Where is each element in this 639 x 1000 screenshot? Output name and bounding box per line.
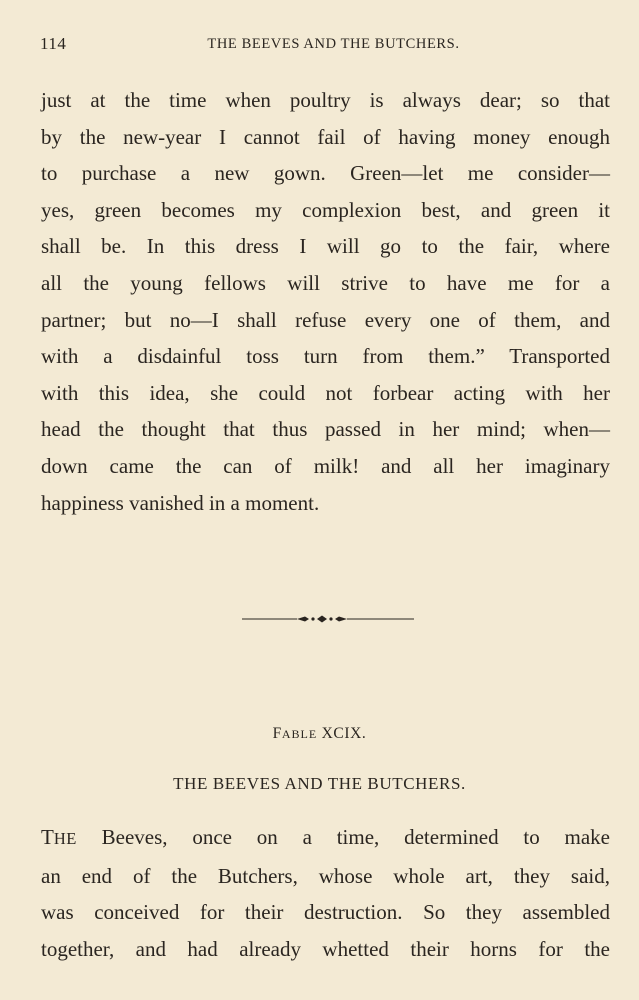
fable-text [41, 819, 610, 967]
section-divider-ornament [0, 611, 639, 627]
text-line: by the new-year I cannot fail of having money enough [41, 124, 610, 149]
opening-word [41, 825, 77, 849]
text-line: just at the time when poultry is always dear; so that [41, 88, 610, 112]
opening-word-small-caps: HE [53, 829, 77, 848]
fable-number [0, 725, 639, 743]
text-line: together, and had already whetted their horns for the [41, 936, 610, 961]
text-line: was conceived for their destruction. So they assembled [41, 900, 610, 925]
text-line: head the thought that thus passed in her mind; when— [41, 417, 610, 442]
text-line [41, 819, 610, 858]
text-line: with this idea, she could not forbear acting with her [41, 380, 610, 405]
text-line: down came the can of milk! and all her imaginary [41, 453, 610, 478]
previous-fable-text [41, 82, 610, 521]
fable-label-initial: F [272, 725, 282, 742]
text-line: an end of the Butchers, whose whole art, they said, [41, 863, 610, 888]
fable-label-small-caps: ABLE [281, 727, 318, 741]
text-line-rest: Beeves, once on a time, determined to make [76, 825, 610, 849]
text-line: with a disdainful toss turn from them.” Transported [41, 344, 610, 369]
text-line: partner; but no—I shall refuse every one of them, and [41, 307, 610, 332]
running-title: THE BEEVES AND THE BUTCHERS. [207, 36, 460, 52]
text-line: all the young fellows will strive to have me for a [41, 270, 610, 295]
page-number: 114 [40, 34, 67, 53]
text-line: yes, green becomes my complexion best, and green it [41, 197, 610, 222]
text-line: happiness vanished in a moment. [41, 490, 320, 515]
text-line: to purchase a new gown. Green—let me consider— [41, 161, 610, 186]
fable-numeral: XCIX. [321, 725, 367, 742]
fable-title: THE BEEVES AND THE BUTCHERS. [173, 774, 466, 793]
running-head [40, 34, 613, 56]
text-line: shall be. In this dress I will go to the fair, where [41, 234, 610, 259]
opening-word-initial: T [41, 825, 54, 849]
